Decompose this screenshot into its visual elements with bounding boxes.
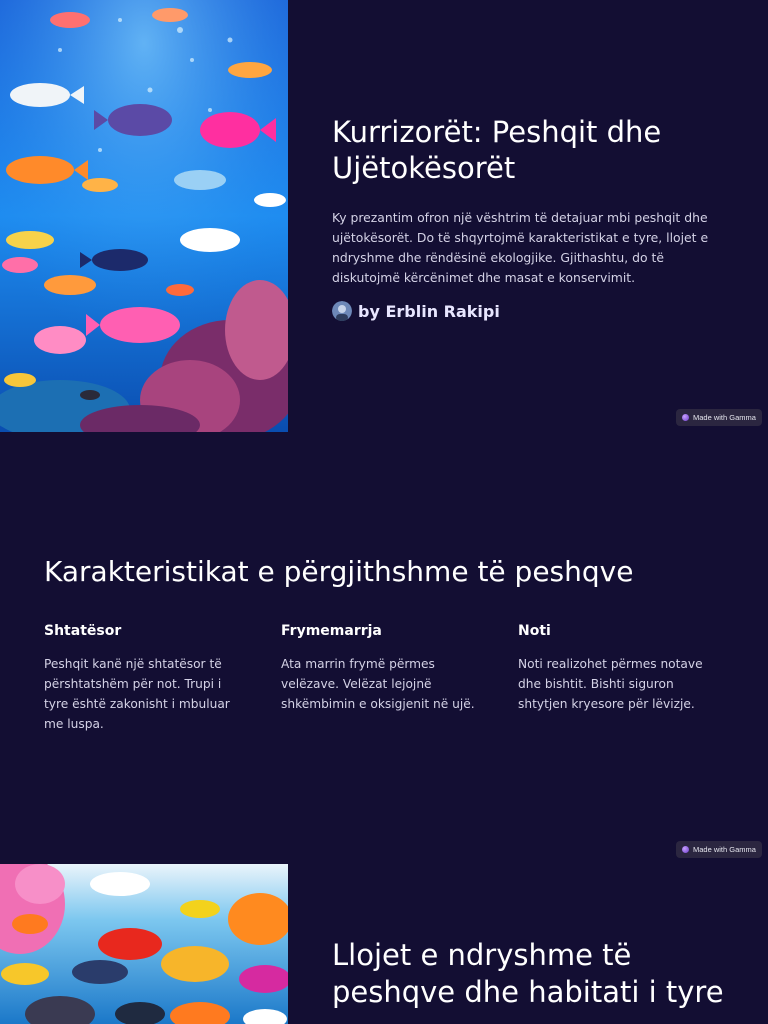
underwater-fish-image (0, 0, 288, 432)
feature-title: Shtatësor (44, 623, 122, 639)
gamma-logo-icon (682, 414, 689, 421)
reef-fish-image (0, 864, 288, 1024)
section-heading: Llojet e ndryshme të peshqve dhe habitati i tyre (332, 938, 724, 1009)
slide-fish-types (0, 864, 768, 1024)
author-byline (332, 299, 500, 323)
feature-text: Noti realizohet përmes notave dhe bishtit. Bishti siguron shtytjen kryesore për lëvizje. (518, 657, 703, 711)
feature-text: Peshqit kanë një shtatësor të përshtatshëm për not. Trupi i tyre është zakonisht i mbuluar me luspa. (44, 657, 230, 731)
slide-title-heading: Kurrizorët: Peshqit dhe Ujëtokësorët (332, 115, 662, 185)
feature-text: Ata marrin frymë përmes velëzave. Velëzat lejojnë shkëmbimin e oksigjenit në ujë. (281, 657, 475, 711)
made-with-gamma-badge[interactable] (676, 841, 762, 858)
badge-label: Made with Gamma (693, 413, 756, 422)
made-with-gamma-badge[interactable] (676, 409, 762, 426)
feature-column-skeleton (44, 620, 244, 734)
section-heading: Karakteristikat e përgjithshme të peshqve (44, 555, 634, 588)
avatar (332, 301, 352, 321)
slide-description: Ky prezantim ofron një vështrim të detajuar mbi peshqit dhe ujëtokësorët. Do të shqyrtojmë karakteristikat e tyre, llojet e ndryshme dhe rëndësinë ekologjike. Gjithashtu, do të diskutojmë kërcënimet dhe masat e konservimit. (332, 210, 709, 285)
feature-title: Noti (518, 623, 551, 639)
badge-label: Made with Gamma (693, 845, 756, 854)
author-name: by Erblin Rakipi (358, 301, 500, 321)
slide-title (0, 0, 768, 432)
feature-column-swimming (518, 620, 718, 714)
gamma-logo-icon (682, 846, 689, 853)
slide-characteristics (0, 432, 768, 864)
feature-title: Frymemarrja (281, 623, 382, 639)
feature-column-breathing (281, 620, 481, 714)
